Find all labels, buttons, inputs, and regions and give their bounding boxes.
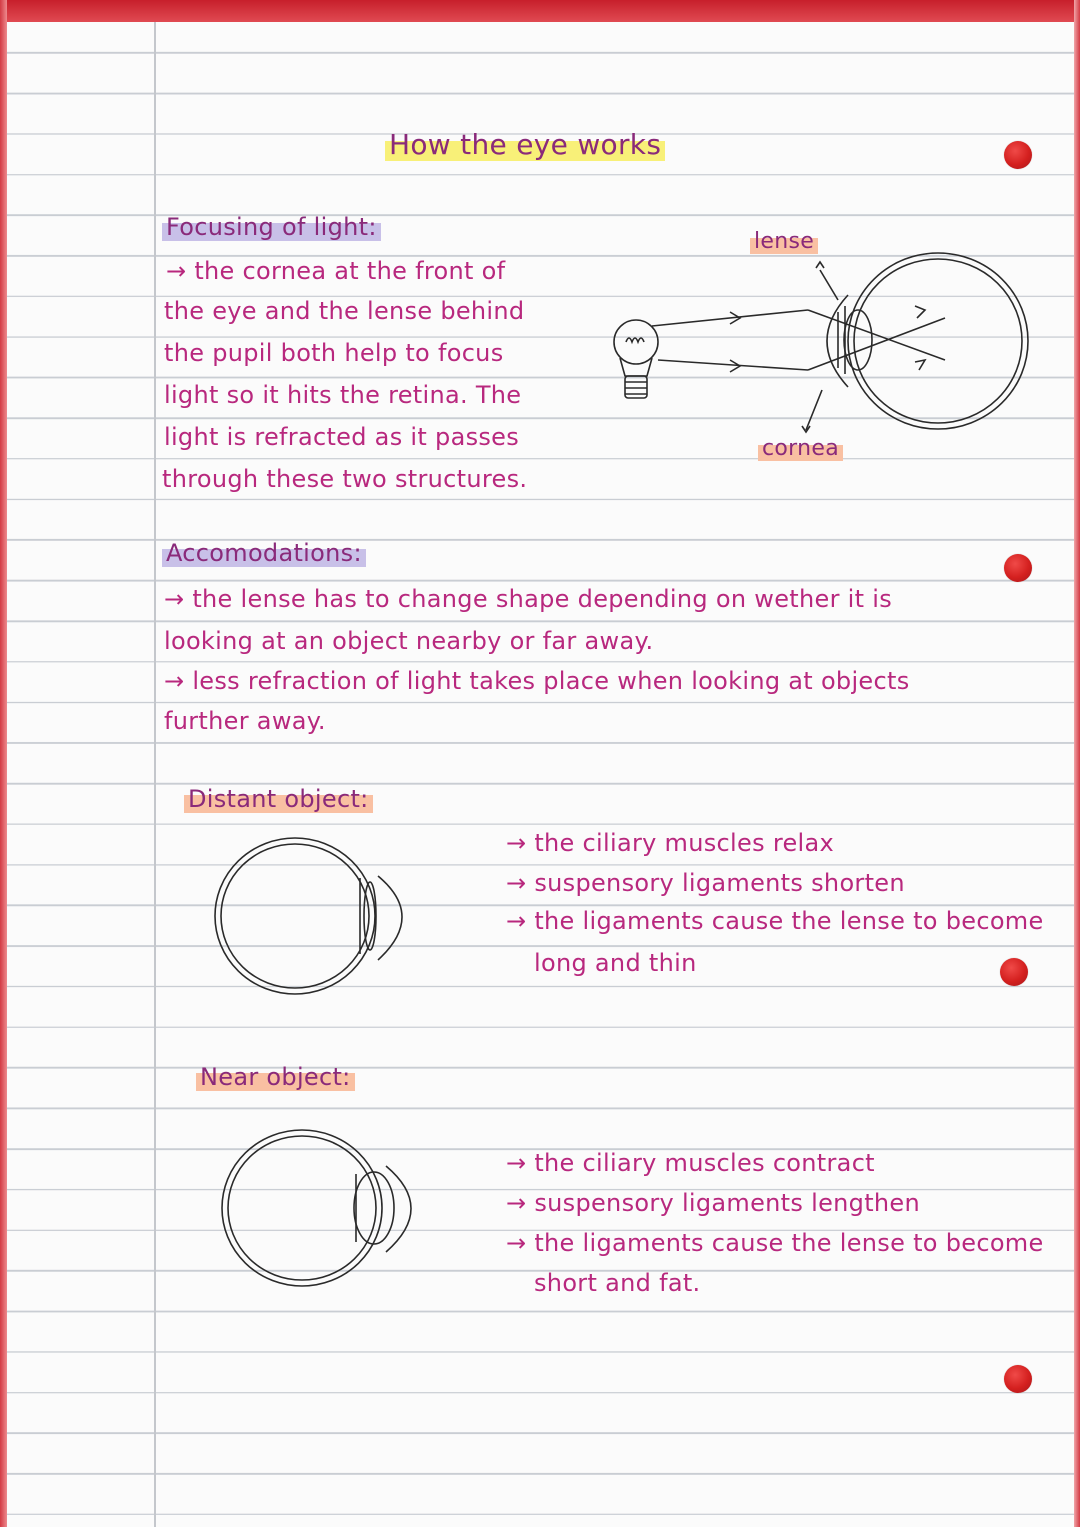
focusing-line: through these two structures. xyxy=(162,465,528,493)
distant-object-line: → suspensory ligaments shorten xyxy=(506,869,905,897)
focusing-line: → the cornea at the front of xyxy=(166,257,506,285)
near-object-eye-diagram xyxy=(210,1120,430,1300)
focusing-heading: Focusing of light: xyxy=(162,210,381,244)
binder-hole xyxy=(1004,554,1032,582)
binder-hole xyxy=(1004,141,1032,169)
near-object-line: short and fat. xyxy=(534,1269,701,1297)
binder-hole xyxy=(1004,1365,1032,1393)
focusing-line: light is refracted as it passes xyxy=(164,423,520,451)
accommodation-line: → less refraction of light takes place when looking at objects xyxy=(164,667,910,695)
accommodation-line: further away. xyxy=(164,707,326,735)
lense-label: lense xyxy=(750,225,818,259)
light-rays xyxy=(652,306,945,372)
margin-line xyxy=(154,22,156,1527)
page-right-edge xyxy=(1074,0,1080,1527)
distant-object-heading: Distant object: xyxy=(184,782,373,816)
accommodation-line: → the lense has to change shape depending on wether it is xyxy=(164,585,893,613)
light-focusing-diagram xyxy=(600,240,1050,440)
focusing-line: light so it hits the retina. The xyxy=(164,381,522,409)
distant-object-line: → the ligaments cause the lense to become xyxy=(506,907,1044,935)
light-bulb-icon xyxy=(614,320,658,398)
binder-hole xyxy=(1000,958,1028,986)
near-object-line: → the ligaments cause the lense to become xyxy=(506,1229,1044,1257)
near-object-line: → suspensory ligaments lengthen xyxy=(506,1189,921,1217)
distant-object-eye-diagram xyxy=(210,828,430,1006)
eye-diagram xyxy=(802,253,1028,432)
cornea-label: cornea xyxy=(758,432,843,466)
accommodation-heading: Accomodations: xyxy=(162,536,366,570)
near-object-line: → the ciliary muscles contract xyxy=(506,1149,875,1177)
distant-object-line: long and thin xyxy=(534,949,697,977)
focusing-line: the pupil both help to focus xyxy=(164,339,504,367)
near-object-heading: Near object: xyxy=(196,1060,355,1094)
page-left-edge xyxy=(0,0,7,1527)
page-title: How the eye works xyxy=(385,128,665,162)
distant-object-line: → the ciliary muscles relax xyxy=(506,829,834,857)
focusing-line: the eye and the lense behind xyxy=(164,297,525,325)
accommodation-line: looking at an object nearby or far away. xyxy=(164,627,654,655)
page-top-edge xyxy=(0,0,1080,22)
